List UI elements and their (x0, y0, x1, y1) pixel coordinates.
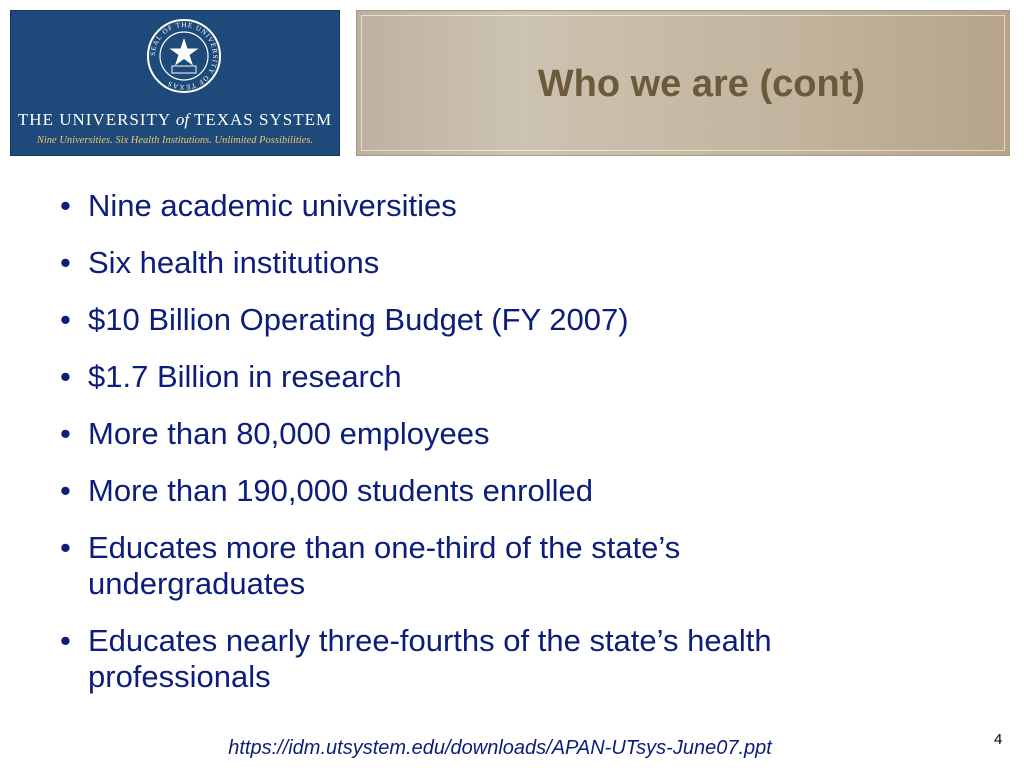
bullet-icon: • (60, 245, 71, 280)
bullet-icon: • (60, 530, 71, 565)
bullet-icon: • (60, 302, 71, 337)
bullet-icon: • (60, 473, 71, 508)
bullet-item (60, 473, 960, 509)
bullet-text: More than 80,000 employees (88, 416, 490, 451)
bullet-item (60, 359, 960, 395)
bullet-list (60, 188, 960, 716)
bullet-item (60, 245, 960, 281)
bullet-item (60, 623, 948, 695)
logo-tagline: Nine Universities. Six Health Institutions. Unlimited Possibilities. (36, 135, 314, 146)
bullet-icon: • (60, 623, 71, 658)
slide-title: Who we are (cont) (537, 63, 865, 105)
title-banner (356, 10, 1010, 156)
bullet-text: Educates more than one-third of the state’s undergraduates (88, 530, 681, 601)
bullet-text: More than 190,000 students enrolled (88, 473, 593, 508)
university-seal-icon (146, 18, 222, 94)
bullet-item (60, 530, 828, 602)
source-link[interactable]: https://idm.utsystem.edu/downloads/APAN-UTsys-June07.ppt (228, 737, 772, 759)
bullet-text: Educates nearly three-fourths of the state’s health professionals (88, 623, 772, 694)
bullet-icon: • (60, 359, 71, 394)
bullet-item (60, 302, 960, 338)
seal-text: SEAL OF THE UNIVERSITY OF TEXAS (148, 20, 220, 92)
bullet-text: Nine academic universities (88, 188, 457, 223)
bullet-text: $10 Billion Operating Budget (FY 2007) (88, 302, 629, 337)
university-logo (10, 10, 340, 156)
bullet-item (60, 416, 960, 452)
bullet-text: Six health institutions (88, 245, 380, 280)
bullet-icon: • (60, 416, 71, 451)
page-number: 4 (994, 731, 1003, 748)
logo-name: THE UNIVERSITY of TEXAS SYSTEM (17, 110, 333, 129)
bullet-icon: • (60, 188, 71, 223)
bullet-text: $1.7 Billion in research (88, 359, 402, 394)
bullet-item (60, 188, 960, 224)
